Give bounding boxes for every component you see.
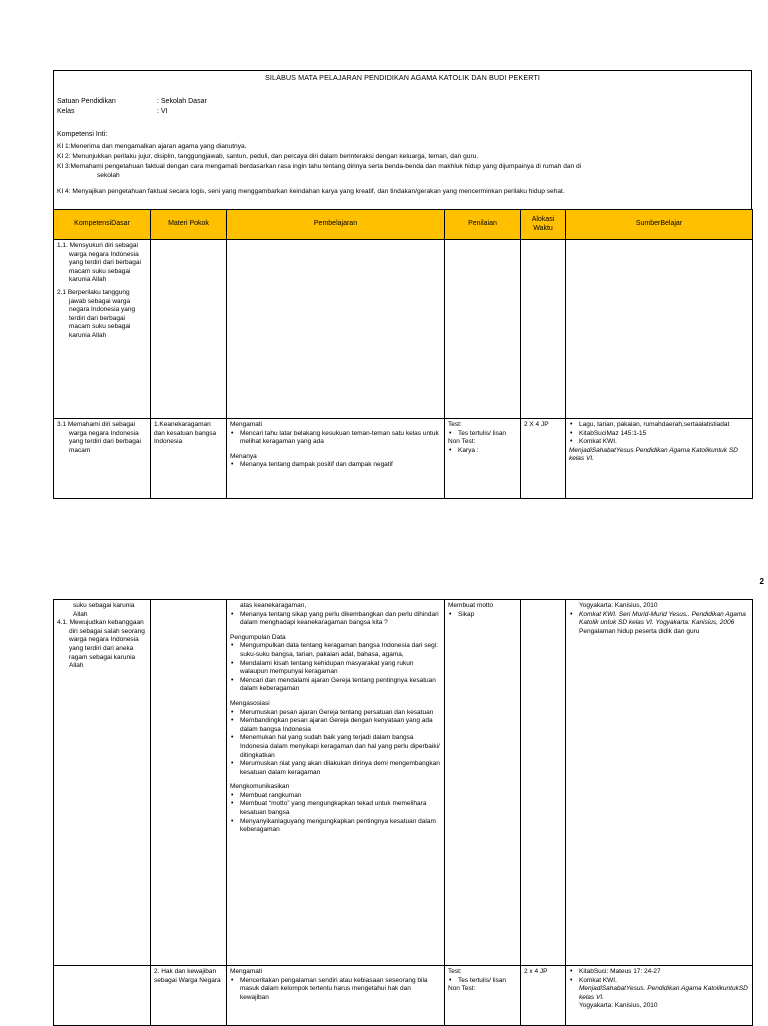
sumber-book: MenjadiSahabatYesus Pendidikan Agama Katolikuntuk SD kelas VI. [569,446,738,463]
mengamati-item: • Mencari tahu latar belakang kesukuan teman-teman satu kelas untuk melihat keragaman yang ada [240,430,441,447]
syllabus-table-page-2 [53,599,753,1026]
header-materi-pokok: Materi Pokok [151,210,227,240]
mengamati-item: • Menceritakan pengalaman sendiri atau kebiasaan seseorang bila masuk dalam kelompok tertentu harus mengetahui hak dan kewajiban [240,977,441,1003]
header-alokasi-waktu: Alokasi Waktu [521,210,566,240]
syllabus-title: SILABUS MATA PELAJARAN PENDIDIKAN AGAMA KATOLIK DAN BUDI PEKERTI [265,73,540,82]
mengasosiasi-item: • Membandingkan pesan ajaran Gereja dengan kenyataan yang ada dalam bangsa Indonesia [240,717,441,734]
materi-pokok-2: 2. Hak dan kewajiban sebagai Warga Negara [151,966,227,1026]
mengamati-label: Mengamati [230,421,263,428]
mengamati-label: Mengamati [230,968,263,975]
mengasosiasi-item: • Menemukan hal yang sudah baik yang terjadi dalam bangsa Indonesia dalam menyikapi keragaman dan hal yang perlu diperbaiki/ ditingkatkan [240,734,441,760]
non-test-label: Non Test: [448,438,476,446]
sumber-item: Pengalaman hidup peserta didik dan guru [579,627,700,635]
penilaian-sikap: • Sikap [458,611,517,620]
test-label: Test: [448,421,462,428]
sumber-publisher: Yogyakarta: Kanisius, 2010 [579,1002,658,1010]
mengkomunikasikan-label: Mengkomunikasikan [230,783,290,791]
sumber-item: • KitabSuciMaz 145:1-15 [579,430,749,439]
page-number: 2 [759,577,764,586]
penilaian-cell-1 [445,419,521,499]
header-penilaian: Penilaian [445,210,521,240]
non-test-label: Non Test: [448,985,476,993]
tes-tertulis: • Tes tertulis/ lisan [458,430,517,439]
syllabus-table-page-1 [53,209,753,499]
sumber-belajar-cell-1 [566,419,753,499]
kd-cell-3 [54,419,151,499]
info-satuan: Satuan Pendidikan : Sekolah Dasar [57,98,207,105]
pembelajaran-cell-3 [227,966,445,1026]
syllabus-header-box [53,70,752,210]
mengasosiasi-item: • Merumuskan niat yang akan dilakukan dirinya demi mengembangkan kesatuan dalam keragaman [240,760,441,777]
alokasi-waktu-1: 2 X 4 JP [521,419,566,499]
menanya-item: • Menanya tentang dampak positif dan dampak negatif [240,461,441,470]
header-pembelajaran: Pembelajaran [227,210,445,240]
pembelajaran-cell-2 [227,600,445,966]
sumber-item: • Komkat KWI. Seri Murid-Murid Yesus.. Pendidikan Agama Katolik untuk SD kelas VI. Yogyakarta: Kanisius, 2006 [579,611,749,628]
header-kompetensi-dasar: KompetensiDasar [54,210,151,240]
page-gap [0,575,768,598]
penilaian-cell-3 [445,966,521,1026]
sumber-belajar-cell-3 [566,966,753,1026]
ki-1: KI 1:Menerima dan mengamalkan ajaran agama yang dianutnya. [57,143,247,150]
ki-3-cont: sekolah [97,172,120,179]
ki-4: KI 4: Menyajikan pengetahuan faktual secara logis, seni yang menggambarkan keindahan karya yang kreatif, dan tindakan/gerakan yang mencerminkan perilaku hidup sehat. [57,188,565,195]
kd-2-1: 2.1 Berperilaku tanggung jawab sebagai warga negara Indonesia yang terdiri dari berbagai macam suku sebagai karunia Allah [57,288,136,339]
karya: • Karya : [458,447,517,456]
header-sumber-belajar: SumberBelajar [566,210,753,240]
sumber-item: • Komkat KWI. [579,438,749,447]
pengumpulan-item: • Mencari dan mendalami ajaran Gereja tentang pentingnya kesatuan dalam keberagaman [240,677,441,694]
pengumpulan-item: • Mengumpulkan data tentang keragaman bangsa Indonesia dari segi: suku-suku bangsa, tarian, pakaian adat, bahasa, agama, [240,642,441,659]
penilaian-motto: Membuat motto [448,602,494,609]
penilaian-cell-2 [445,600,521,966]
kompetensi-heading: Kompetensi Inti: [57,131,108,138]
pengumpulan-label: Pengumpulan Data [230,633,286,641]
mengasosiasi-item: • Merumuskan pesan ajaran Gereja tentang persatuan dan kesatuan [240,709,441,718]
sumber-item: • KitabSuci: Mateus 17: 24-27 [579,968,749,977]
menanya-item: • Menanya tentang sikap yang perlu dikembangkan dan perlu dihindari dalam menghadapi keanekaragaman bangsa kita ? [240,611,441,628]
sumber-cont: Yogyakarta: Kanisius, 2010 [579,602,658,609]
tes-tertulis: • Tes tertulis/ lisan [458,977,517,986]
sumber-book: MenjadiSahabatYesus. Pendidikan Agama KatolikuntukSD kelas VI. [579,985,748,1001]
ki-2: KI 2: Menunjukkan perilaku jujur, disiplin, tanggungjawab, santun, peduli, dan percaya diri dalam berinteraksi dengan keluarga, teman, dan guru. [57,153,479,160]
info-kelas: Kelas : VI [57,108,168,115]
menanya-cont: atas keanekaragaman, [240,602,307,609]
menanya-label: Menanya [230,452,257,460]
kd-cell-4 [54,600,151,966]
kd-1-1: 1.1. Mensyukuri diri sebagai warga negara Indonesia yang terdiri dari berbagai macam suku sebagai karunia Allah [57,242,141,284]
pembelajaran-cell-1 [227,419,445,499]
mengkomunikasikan-item: • Membuat “motto” yang mengungkapkan tekad untuk memelihara kesatuan bangsa [240,800,441,817]
materi-pokok-1: 1.Keanekaragaman dan kesatuan bangsa Indonesia [151,419,227,499]
kd-cell-1-2 [54,240,151,419]
kd-cont: suku sebagai karunia Allah [73,602,135,618]
test-label: Test: [448,968,462,975]
pengumpulan-item: • Mendalami kisah tentang kehidupan masyarakat yang rukun walaupun mempunyai keragaman [240,660,441,677]
mengkomunikasikan-item: • Membuat rangkuman [240,792,441,801]
mengkomunikasikan-item: • Menyanyikanlaguyang mengungkapkan pentingnya kesatuan dalam keberagaman [240,818,441,835]
alokasi-waktu-2: 2 x 4 JP [521,966,566,1026]
kd-3-1: 3.1 Memahami diri sebagai warga negara Indonesia yang terdiri dari berbagai macam [57,421,141,454]
kd-4-1: 4.1. Mewujudkan kebanggaan diri sebagai salah seorang warga negara Indonesia yang terdiri dari aneka ragam sebagai karunia Allah [57,619,145,670]
sumber-belajar-cell-2 [566,600,753,966]
sumber-item: • Lagu, tarian, pakaian, rumahdaerah,sertaalatistiadat [579,421,749,430]
sumber-item: • Komkat KWI. [579,977,749,986]
ki-3: KI 3:Memahami pengetahuan faktual dengan cara mengamati berdasarkan rasa ingin tahu tentang dirinya serta benda-benda dan makhluk hidup yang dijumpainya di rumah dan di [57,163,582,170]
mengasosiasi-label: Mengasosiasi [230,699,270,707]
